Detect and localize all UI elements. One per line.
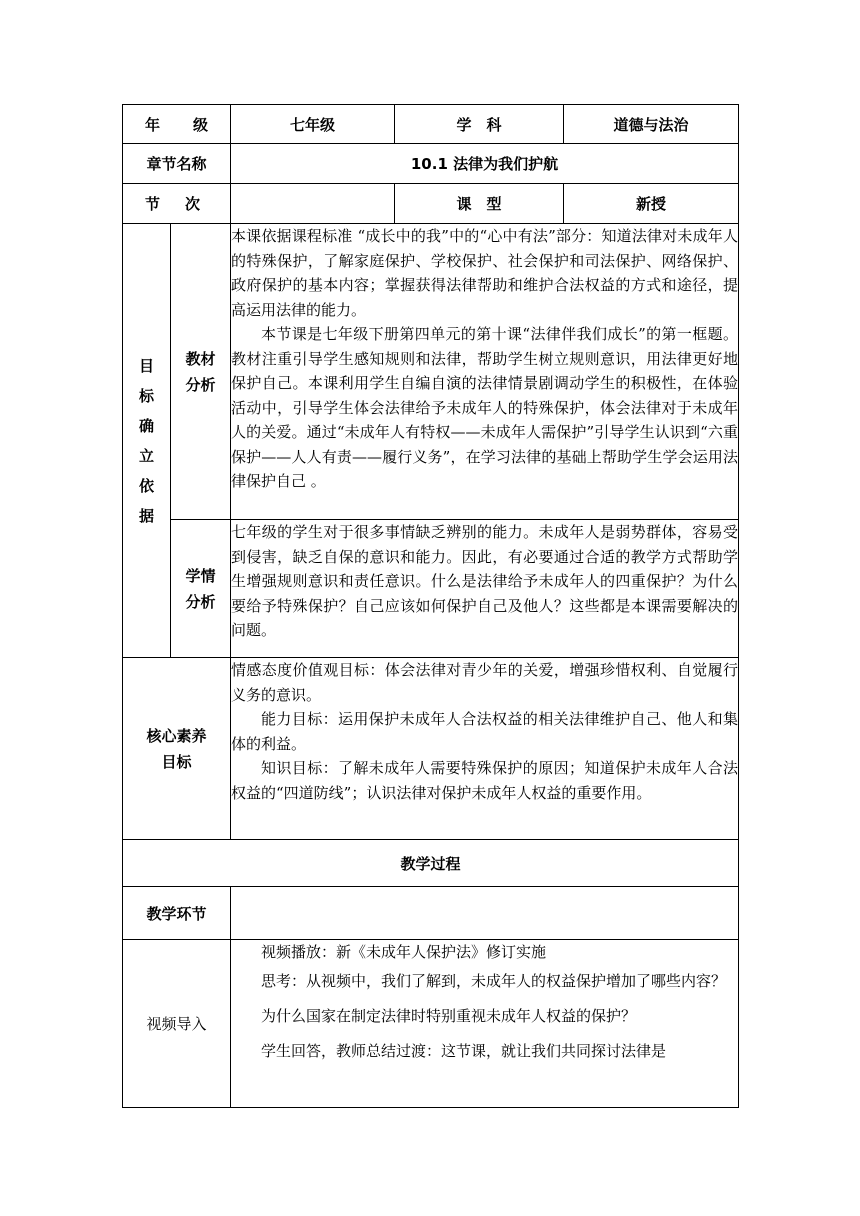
- grade-value: 七年级: [231, 105, 395, 144]
- grade-label: 年 级: [123, 105, 231, 144]
- stage-value: [231, 887, 739, 940]
- row-grade-subject: [123, 105, 739, 144]
- row-video-intro: [123, 940, 739, 1108]
- core-goals-label: 核心素养目标: [123, 658, 231, 840]
- row-stage: [123, 887, 739, 940]
- process-title: 教学过程: [123, 840, 739, 887]
- video-intro-label: 视频导入: [123, 940, 231, 1108]
- subject-label: 学 科: [395, 105, 564, 144]
- row-chapter: [123, 144, 739, 184]
- video-intro-text: 视频播放：新《未成年人保护法》修订实施 思考：从视频中，我们了解到，未成年人的权益保护增加了哪些内容？ 为什么国家在制定法律时特别重视未成年人权益的保护？ 学生回答，教师总结过渡：这节课，就让我们共同探讨法律是: [231, 940, 739, 1108]
- row-process-title: [123, 840, 739, 887]
- row-textbook-analysis: [123, 224, 739, 520]
- section-label: 节 次: [123, 184, 231, 224]
- basis-label: 目标确立依据: [123, 224, 171, 658]
- type-label: 课 型: [395, 184, 564, 224]
- textbook-analysis-text: 本课依据课程标准 “成长中的我”中的“心中有法”部分：知道法律对未成年人的特殊保护，了解家庭保护、学校保护、社会保护和司法保护、网络保护、政府保护的基本内容；掌握获得法律帮助和维护合法权益的方式和途径，提高运用法律的能力。 本节课是七年级下册第四单元的第十课“法律伴我们成长”的第一框题。教材注重引导学生感知规则和法律，帮助学生树立规则意识，用法律更好地保护自己。本课利用学生自编自演的法律情景剧调动学生的积极性，在体验活动中，引导学生体会法律给予未成年人的特殊保护，体会法律对于未成年人的关爱。通过“未成年人有特权——未成年人需保护”引导学生认识到“六重保护——人人有责——履行义务”，在学习法律的基础上帮助学生学会运用法律保护自己 。: [231, 224, 739, 520]
- chapter-value: 10.1 法律为我们护航: [231, 144, 739, 184]
- subject-value: 道德与法治: [564, 105, 739, 144]
- stage-label: 教学环节: [123, 887, 231, 940]
- chapter-label: 章节名称: [123, 144, 231, 184]
- textbook-label: 教材分析: [171, 224, 231, 520]
- core-goals-text: 情感态度价值观目标：体会法律对青少年的关爱，增强珍惜权利、自觉履行义务的意识。 能力目标：运用保护未成年人合法权益的相关法律维护自己、他人和集体的利益。 知识目标：了解未成年人需要特殊保护的原因；知道保护未成年人合法权益的“四道防线”；认识法律对保护未成年人权益的重要作用。: [231, 658, 739, 840]
- row-student-analysis: [123, 520, 739, 658]
- row-section-type: [123, 184, 739, 224]
- student-analysis-text: 七年级的学生对于很多事情缺乏辨别的能力。未成年人是弱势群体，容易受到侵害，缺乏自保的意识和能力。因此，有必要通过合适的教学方式帮助学生增强规则意识和责任意识。什么是法律给予未成年人的四重保护？为什么要给予特殊保护？自己应该如何保护自己及他人？这些都是本课需要解决的问题。: [231, 520, 739, 658]
- row-core-goals: [123, 658, 739, 840]
- section-value: [231, 184, 395, 224]
- lesson-plan-table: [122, 104, 739, 1108]
- student-label: 学情分析: [171, 520, 231, 658]
- type-value: 新授: [564, 184, 739, 224]
